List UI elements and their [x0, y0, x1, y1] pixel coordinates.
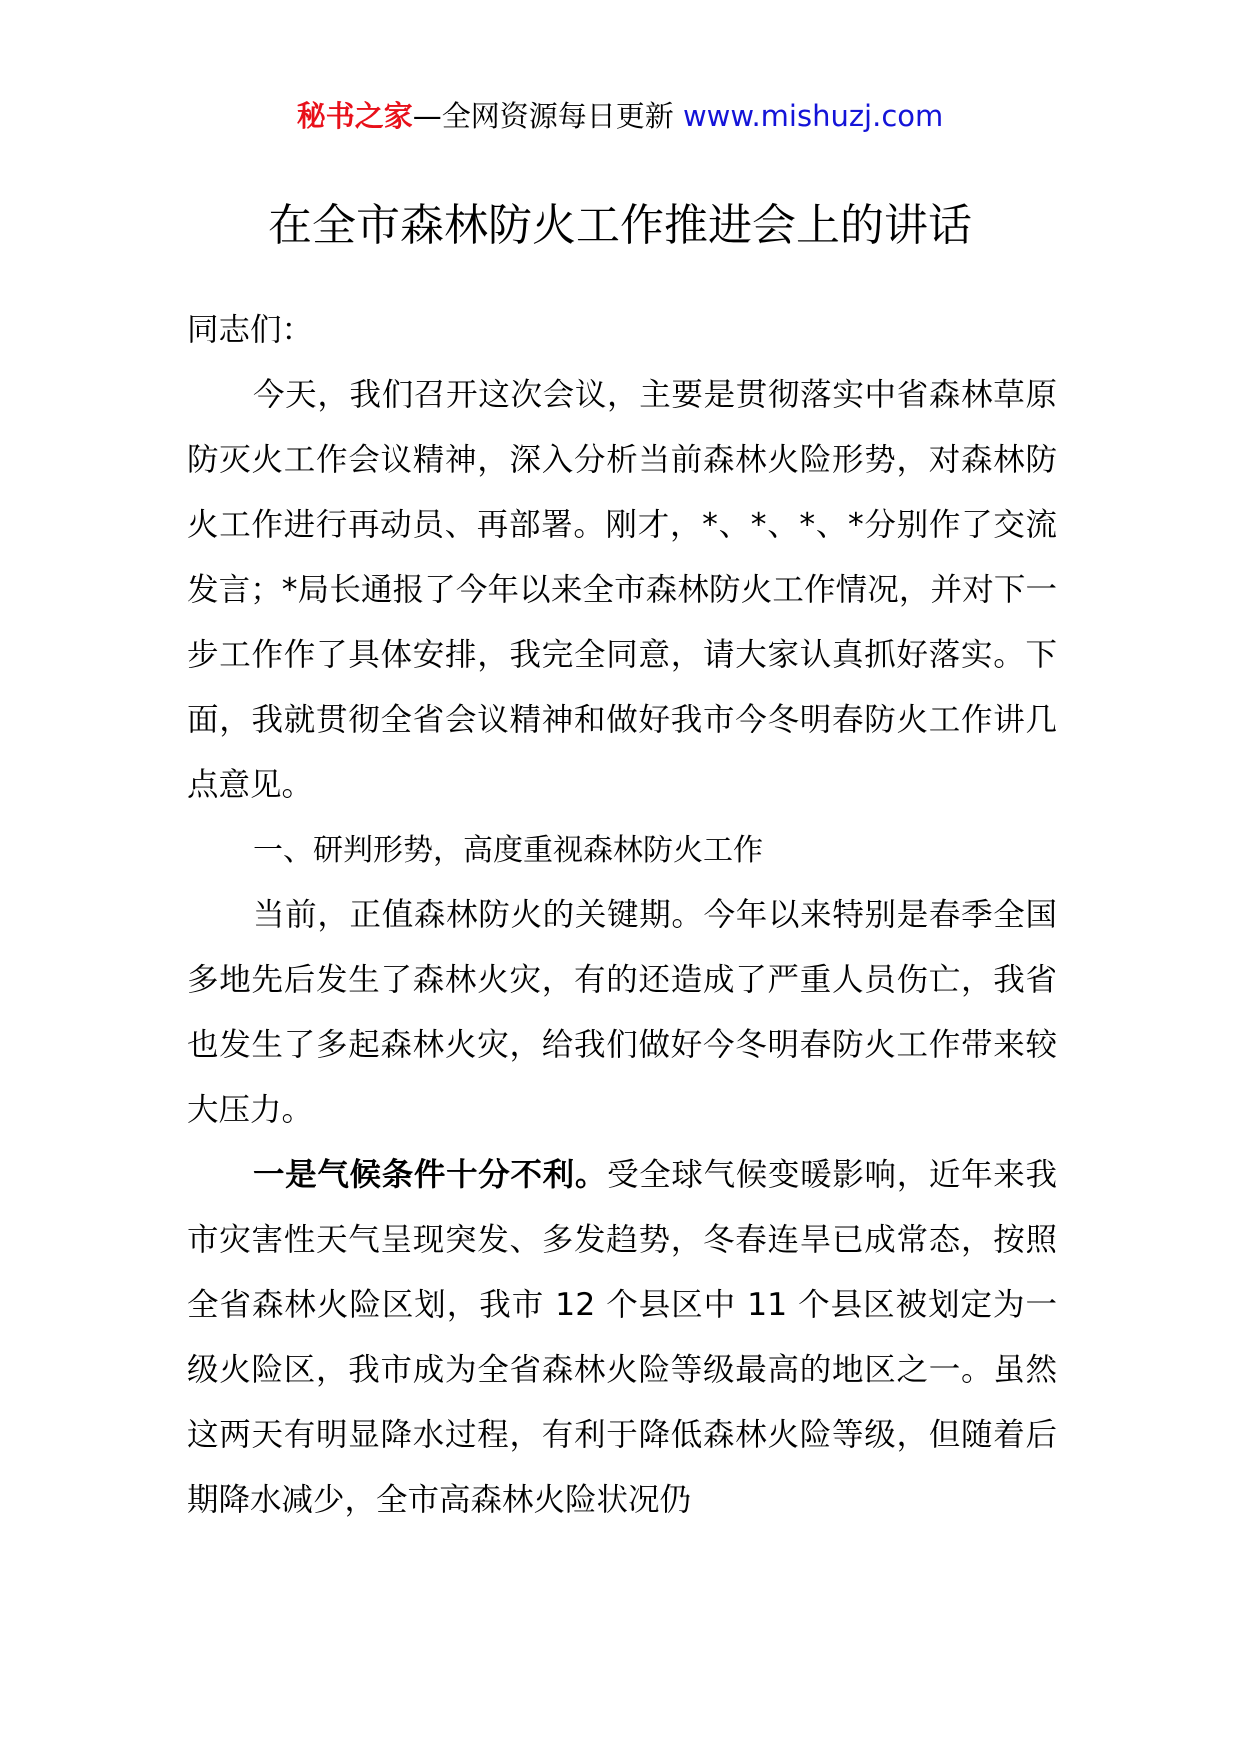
site-tagline: —全网资源每日更新: [412, 99, 683, 133]
document-body: [187, 298, 1057, 1533]
point-1-lead: 一是气候条件十分不利。: [253, 1157, 608, 1193]
site-url-link[interactable]: www.mishuzj.com: [682, 99, 944, 133]
site-header: [0, 98, 1240, 134]
section-heading-1: 一、研判形势，高度重视森林防火工作: [253, 833, 763, 868]
document-title: 在全市森林防火工作推进会上的讲话: [268, 200, 972, 251]
paragraph-situation: 当前，正值森林防火的关键期。今年以来特别是春季全国多地先后发生了森林火灾，有的还造成了严重人员伤亡，我省也发生了多起森林火灾，给我们做好今冬明春防火工作带来较大压力。: [187, 897, 1057, 1128]
site-brand: 秘书之家: [296, 99, 413, 133]
paragraph-point-1: [187, 1143, 1057, 1533]
point-1-text: 受全球气候变暖影响，近年来我市灾害性天气呈现突发、多发趋势，冬春连旱已成常态，按照全省森林火险区划，我市 12 个县区中 11 个县区被划定为一级火险区，我市成为全省森林火险等级最高的地区之一。虽然这两天有明显降水过程，有利于降低森林火险等级，但随着后期降水减少，全市高森林火险状况仍: [187, 1157, 1057, 1518]
salutation: 同志们：: [187, 312, 314, 348]
paragraph-intro: 今天，我们召开这次会议，主要是贯彻落实中省森林草原防灭火工作会议精神，深入分析当前森林火险形势，对森林防火工作进行再动员、再部署。刚才，*、*、*、*分别作了交流发言；*局长通报了今年以来全市森林防火工作情况，并对下一步工作作了具体安排，我完全同意，请大家认真抓好落实。下面，我就贯彻全省会议精神和做好我市今冬明春防火工作讲几点意见。: [187, 377, 1057, 803]
